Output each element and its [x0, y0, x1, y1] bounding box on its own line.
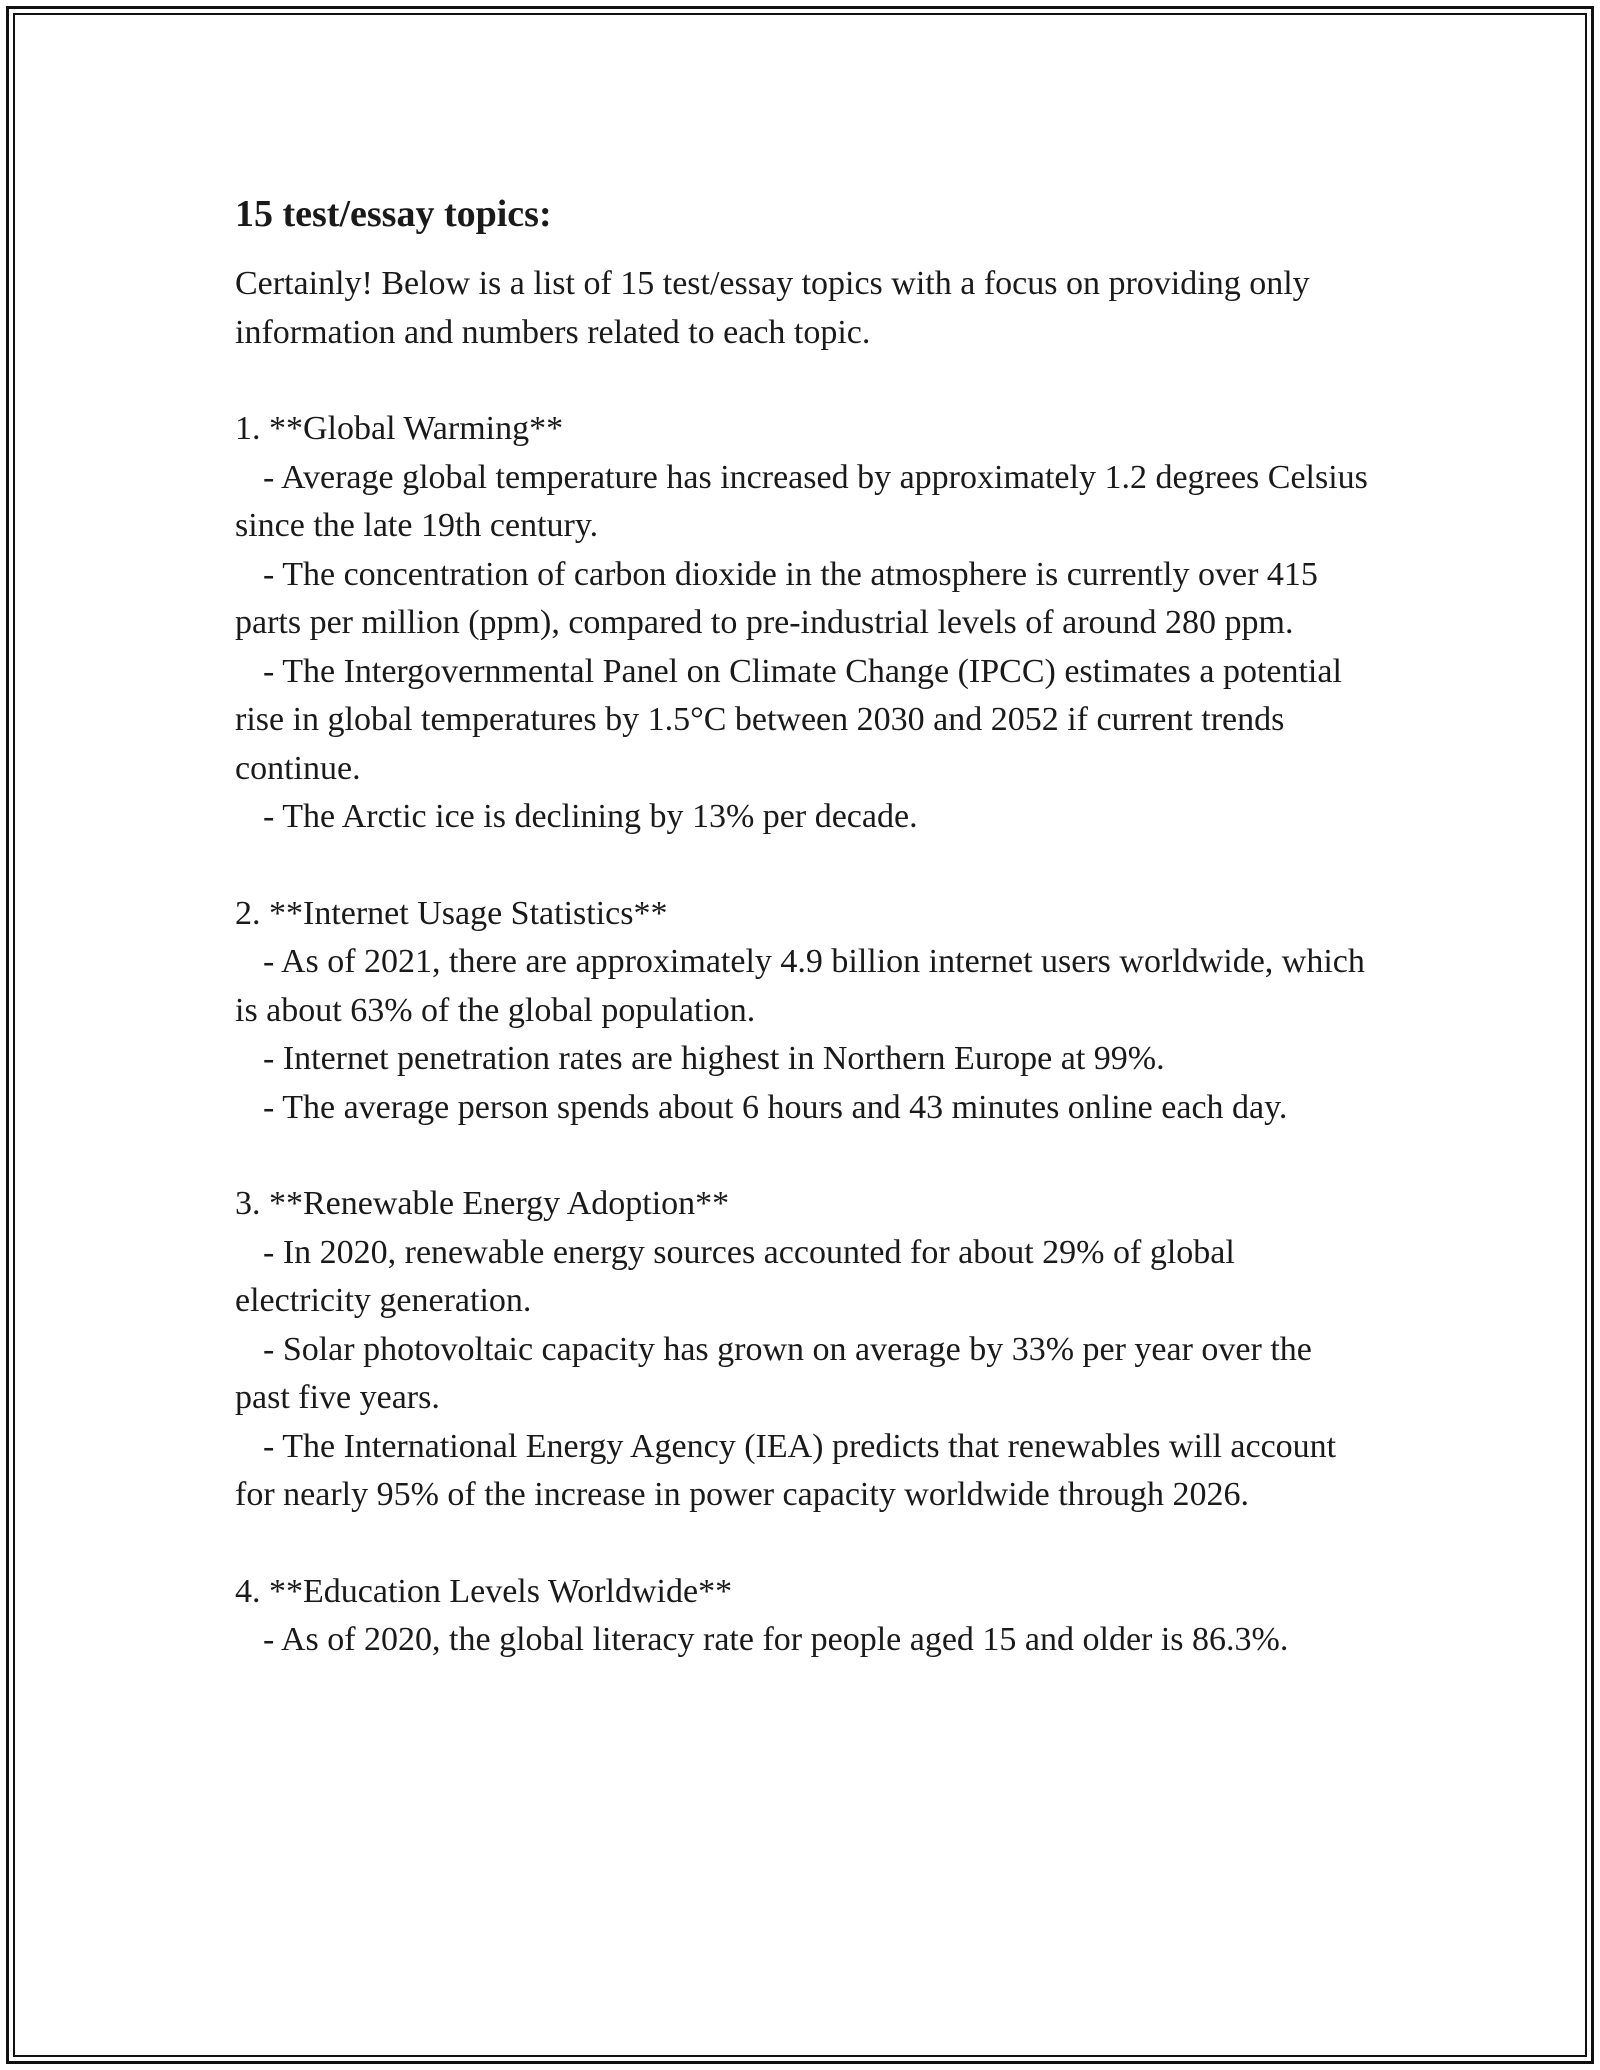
topic-heading: 4. **Education Levels Worldwide**: [235, 1572, 733, 1610]
document-body: [235, 186, 1375, 1665]
topic-bullet: - In 2020, renewable energy sources accounted for about 29% of global electricity generation.: [235, 1233, 1244, 1319]
topic-bullet: - Average global temperature has increased by approximately 1.2 degrees Celsius since the late 19th century.: [235, 458, 1377, 544]
topic-bullet: - As of 2021, there are approximately 4.9 billion internet users worldwide, which is about 63% of the global population.: [235, 943, 1374, 1029]
topic-heading: 2. **Internet Usage Statistics**: [235, 894, 668, 932]
topic-bullet: - Solar photovoltaic capacity has grown on average by 33% per year over the past five years.: [235, 1330, 1321, 1416]
topic-bullet: - The concentration of carbon dioxide in the atmosphere is currently over 415 parts per million (ppm), compared to pre-industrial levels of around 280 ppm.: [235, 555, 1327, 641]
topic-heading: 1. **Global Warming**: [235, 410, 564, 447]
page-title: 15 test/essay topics:: [235, 193, 552, 235]
topic-section: [235, 1568, 1375, 1665]
topic-bullet: - Internet penetration rates are highest in Northern Europe at 99%.: [263, 1040, 1165, 1077]
topic-section: [235, 1180, 1375, 1520]
topic-section: [235, 890, 1375, 1133]
topic-bullet: - The Arctic ice is declining by 13% per decade.: [263, 798, 918, 835]
topic-heading: 3. **Renewable Energy Adoption**: [235, 1185, 730, 1222]
topic-bullet: - The average person spends about 6 hours and 43 minutes online each day.: [263, 1088, 1288, 1126]
intro-paragraph: Certainly! Below is a list of 15 test/essay topics with a focus on providing only information and numbers related to each topic.: [235, 265, 1319, 351]
topic-bullet: - The Intergovernmental Panel on Climate Change (IPCC) estimates a potential rise in global temperatures by 1.5°C between 2030 and 2052 if current trends continue.: [235, 652, 1351, 787]
topic-bullet: - The International Energy Agency (IEA) predicts that renewables will account for nearly 95% of the increase in power capacity worldwide through 2026.: [235, 1427, 1345, 1513]
topic-section: [235, 405, 1375, 842]
topic-bullet: - As of 2020, the global literacy rate for people aged 15 and older is 86.3%.: [263, 1621, 1289, 1658]
